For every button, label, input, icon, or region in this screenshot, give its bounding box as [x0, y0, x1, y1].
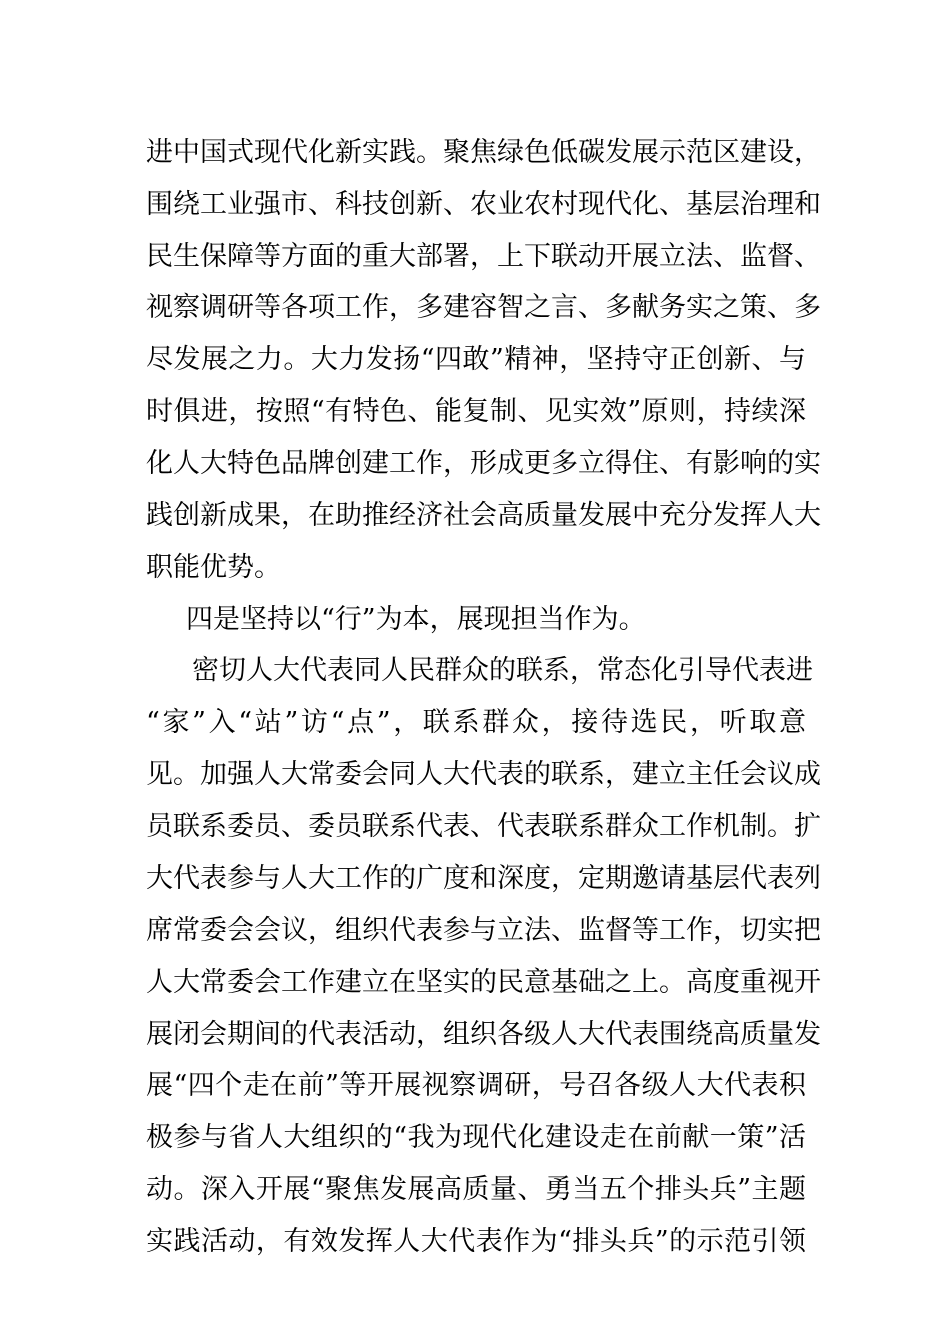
- text-line: 动。深入开展“聚焦发展高质量、勇当五个排头兵”主题: [146, 1174, 806, 1205]
- text-line: 进中国式现代化新实践。聚焦绿色低碳发展示范区建设，: [146, 137, 821, 168]
- text-line: 职能优势。: [146, 552, 281, 583]
- text-line: 视察调研等各项工作，多建容智之言、多献务实之策、多: [146, 292, 821, 323]
- section-heading: 四是坚持以“行”为本，展现担当作为。: [186, 604, 646, 635]
- text-line: 围绕工业强市、科技创新、农业农村现代化、基层治理和: [146, 189, 821, 220]
- text-line: 化人大特色品牌创建工作，形成更多立得住、有影响的实: [146, 448, 821, 479]
- text-line: 极参与省人大组织的“我为现代化建设走在前献一策”活: [146, 1122, 806, 1153]
- text-line: 民生保障等方面的重大部署，上下联动开展立法、监督、: [146, 241, 821, 272]
- text-line: 大代表参与人大工作的广度和深度，定期邀请基层代表列: [146, 863, 821, 894]
- text-line: 尽发展之力。大力发扬“四敢”精神，坚持守正创新、与: [146, 344, 806, 375]
- text-line: 席常委会会议，组织代表参与立法、监督等工作，切实把: [146, 915, 821, 946]
- text-line: 员联系委员、委员联系代表、代表联系群众工作机制。扩: [146, 811, 821, 842]
- text-line: 密切人大代表同人民群众的联系，常态化引导代表进: [192, 655, 813, 686]
- text-line: 践创新成果，在助推经济社会高质量发展中充分发挥人大: [146, 500, 821, 531]
- text-line: “家”入“站”访“点”，联系群众，接待选民，听取意: [146, 707, 806, 738]
- text-line: 见。加强人大常委会同人大代表的联系，建立主任会议成: [146, 759, 821, 790]
- text-line: 实践活动，有效发挥人大代表作为“排头兵”的示范引领: [146, 1226, 806, 1257]
- text-line: 人大常委会工作建立在坚实的民意基础之上。高度重视开: [146, 967, 821, 998]
- text-line: 时俱进，按照“有特色、能复制、见实效”原则，持续深: [146, 396, 806, 427]
- text-line: 展闭会期间的代表活动，组织各级人大代表围绕高质量发: [146, 1019, 821, 1050]
- text-line: 展“四个走在前”等开展视察调研，号召各级人大代表积: [146, 1070, 806, 1101]
